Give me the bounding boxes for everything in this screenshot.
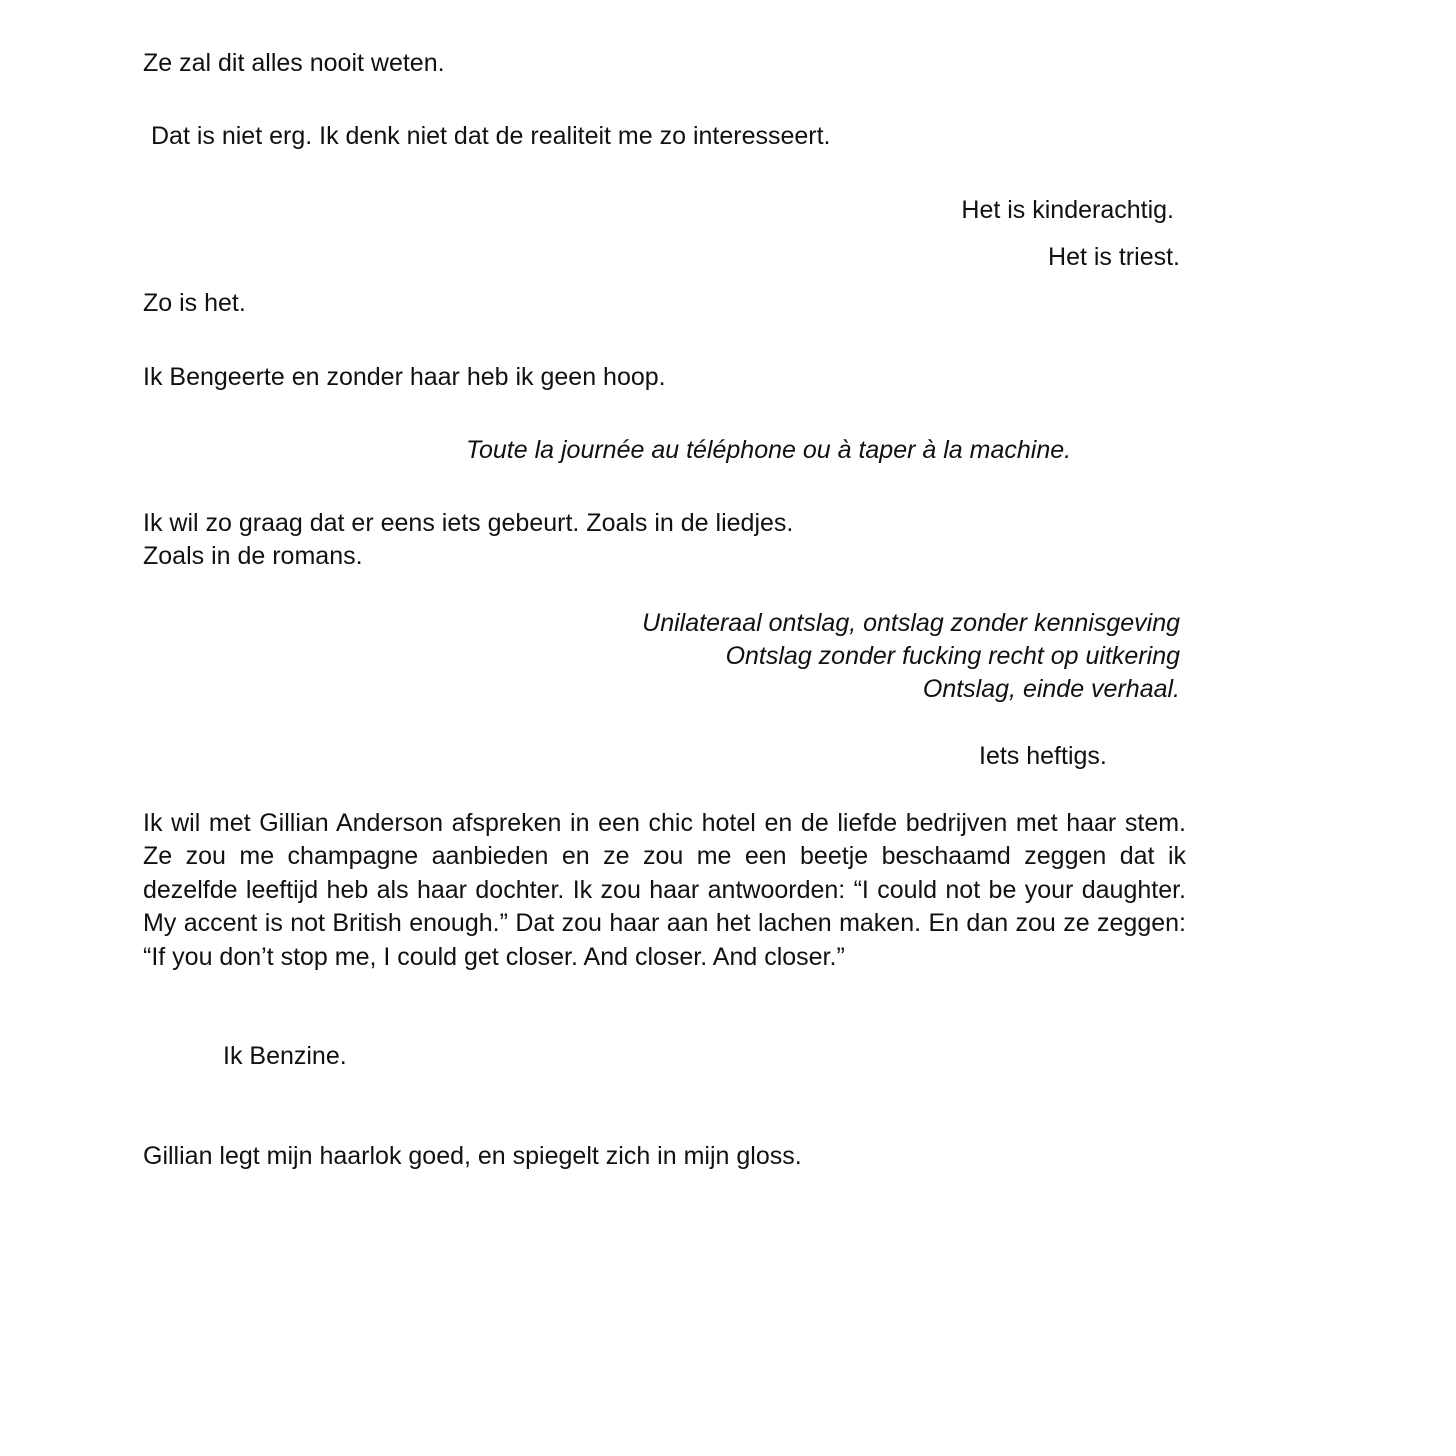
italic-line: Ontslag zonder fucking recht op uitkering	[725, 642, 1180, 670]
text-line: Gillian legt mijn haarlok goed, en spiegelt zich in mijn gloss.	[143, 1142, 802, 1170]
text-line: Iets heftigs.	[979, 742, 1107, 770]
text-line: Ik Benzine.	[223, 1042, 347, 1070]
text-line: Dat is niet erg. Ik denk niet dat de realiteit me zo interesseert.	[151, 122, 831, 150]
italic-line: Ontslag, einde verhaal.	[922, 675, 1180, 703]
text-line: Ik Bengeerte en zonder haar heb ik geen hoop.	[143, 363, 666, 391]
paragraph: Ik wil met Gillian Anderson afspreken in een chic hotel en de liefde bedrijven met haar stem. Ze zou me champagne aanbieden en ze zou me een beetje beschaamd zeggen dat ik dezelfde leeftijd heb als haar dochter. Ik zou haar antwoorden: “I could not be your daughter. My accent is not British enough.” Dat zou haar aan het lachen maken. En dan zou ze zeggen: “If you don’t stop me, I could get closer. And closer. And closer.”	[143, 809, 1186, 971]
text-line-right: Het is triest.	[1048, 243, 1180, 271]
italic-block-right	[642, 607, 1180, 706]
italic-line: Unilateraal ontslag, ontslag zonder kennisgeving	[642, 609, 1180, 637]
text-line: Ze zal dit alles nooit weten.	[143, 49, 445, 77]
text-line: Zo is het.	[143, 289, 246, 317]
text-line: Zoals in de romans.	[143, 542, 363, 570]
text-line: Ik wil zo graag dat er eens iets gebeurt. Zoals in de liedjes.	[143, 509, 794, 537]
text-block	[143, 507, 793, 573]
text-line-right: Het is kinderachtig.	[961, 196, 1174, 224]
italic-line: Toute la journée au téléphone ou à taper à la machine.	[466, 436, 1072, 464]
